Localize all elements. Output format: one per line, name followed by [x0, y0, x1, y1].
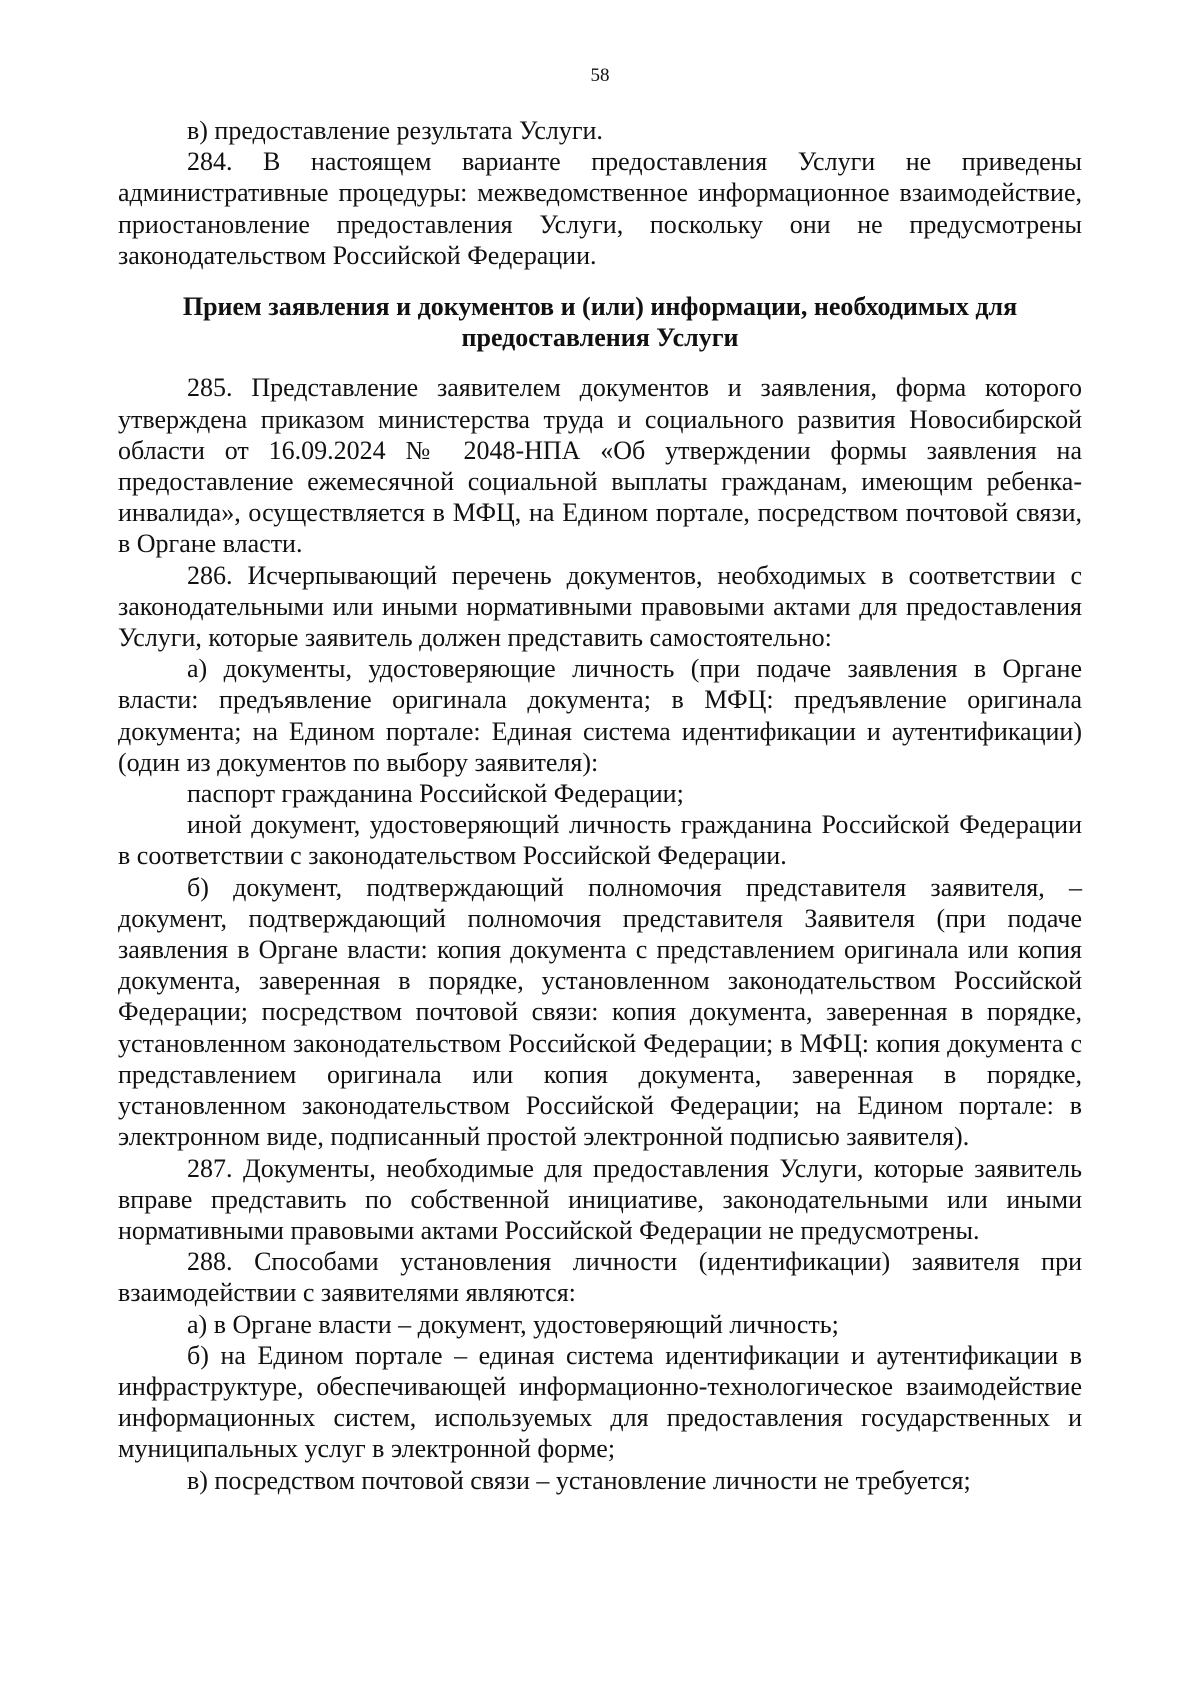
paragraph-284: 284. В настоящем варианте предоставления Услуги не приведены административные процедуры: межведомственное информационное взаимодействие, приостановление предоставления Услуги, поскольку они не предусмотрены законодательством Российской Федерации.: [118, 147, 1082, 270]
section-heading-line-2: предоставления Услуги: [461, 323, 739, 353]
paragraph-287: 287. Документы, необходимые для предоставления Услуги, которые заявитель вправе представить по собственной инициативе, законодательными или иными нормативными правовыми актами Российской Федерации не предусмотрены.: [118, 1153, 1082, 1245]
paragraph-288: 288. Способами установления личности (идентификации) заявителя при взаимодействии с заявителями являются:: [118, 1247, 1082, 1308]
paragraph-286-passport: паспорт гражданина Российской Федерации;: [187, 779, 684, 809]
paragraph-286-other-document: иной документ, удостоверяющий личность гражданина Российской Федерации в соответствии с законодательством Российской Федерации.: [118, 810, 1082, 871]
paragraph-285: 285. Представление заявителем документов и заявления, форма которого утверждена приказом министерства труда и социального развития Новосибирской области от 16.09.2024 № 2048-НПА «Об утверждении формы заявления на предоставление ежемесячной социальной выплаты гражданам, имеющим ребенка-инвалида», осуществляется в МФЦ, на Едином портале, посредством почтовой связи, в Органе власти.: [118, 373, 1082, 559]
section-heading-line-1: Прием заявления и документов и (или) информации, необходимых для: [182, 292, 1018, 322]
paragraph-288-item-a: а) в Органе власти – документ, удостоверяющий личность;: [187, 1309, 839, 1339]
paragraph-286-item-b: б) документ, подтверждающий полномочия представителя заявителя, – документ, подтверждающий полномочия представителя Заявителя (при подаче заявления в Органе власти: копия документа с представлением оригинала или копия документа, заверенная в порядке, установленном законодательством Российской Федерации; посредством почтовой связи: копия документа, заверенная в порядке, установленном законодательством Российской Федерации; в МФЦ: копия документа с представлением оригинала или копия документа, заверенная в порядке, установленном законодательством Российской Федерации; на Едином портале: в электронном виде, подписанный простой электронной подписью заявителя).: [118, 872, 1082, 1152]
paragraph-288-item-v: в) посредством почтовой связи – установление личности не требуется;: [187, 1465, 971, 1495]
paragraph-288-item-b: б) на Едином портале – единая система идентификации и аутентификации в инфраструктуре, обеспечивающей информационно-технологическое взаимодействие информационных систем, используемых для предоставления государственных и муниципальных услуг в электронной форме;: [118, 1340, 1082, 1464]
paragraph-286: 286. Исчерпывающий перечень документов, необходимых в соответствии с законодательными или иными нормативными правовыми актами для предоставления Услуги, которые заявитель должен представить самостоятельно:: [118, 560, 1082, 653]
section-heading: [118, 291, 1082, 353]
paragraph-286-item-a: а) документы, удостоверяющие личность (при подаче заявления в Органе власти: предъявление оригинала документа; в МФЦ: предъявление оригинала документа; на Едином портале: Единая система идентификации и аутентификации) (один из документов по выбору заявителя):: [118, 654, 1082, 777]
document-body: [118, 115, 1082, 1496]
page-number: 58: [590, 65, 610, 86]
paragraph-result-item-v: в) предоставление результата Услуги.: [187, 116, 603, 145]
